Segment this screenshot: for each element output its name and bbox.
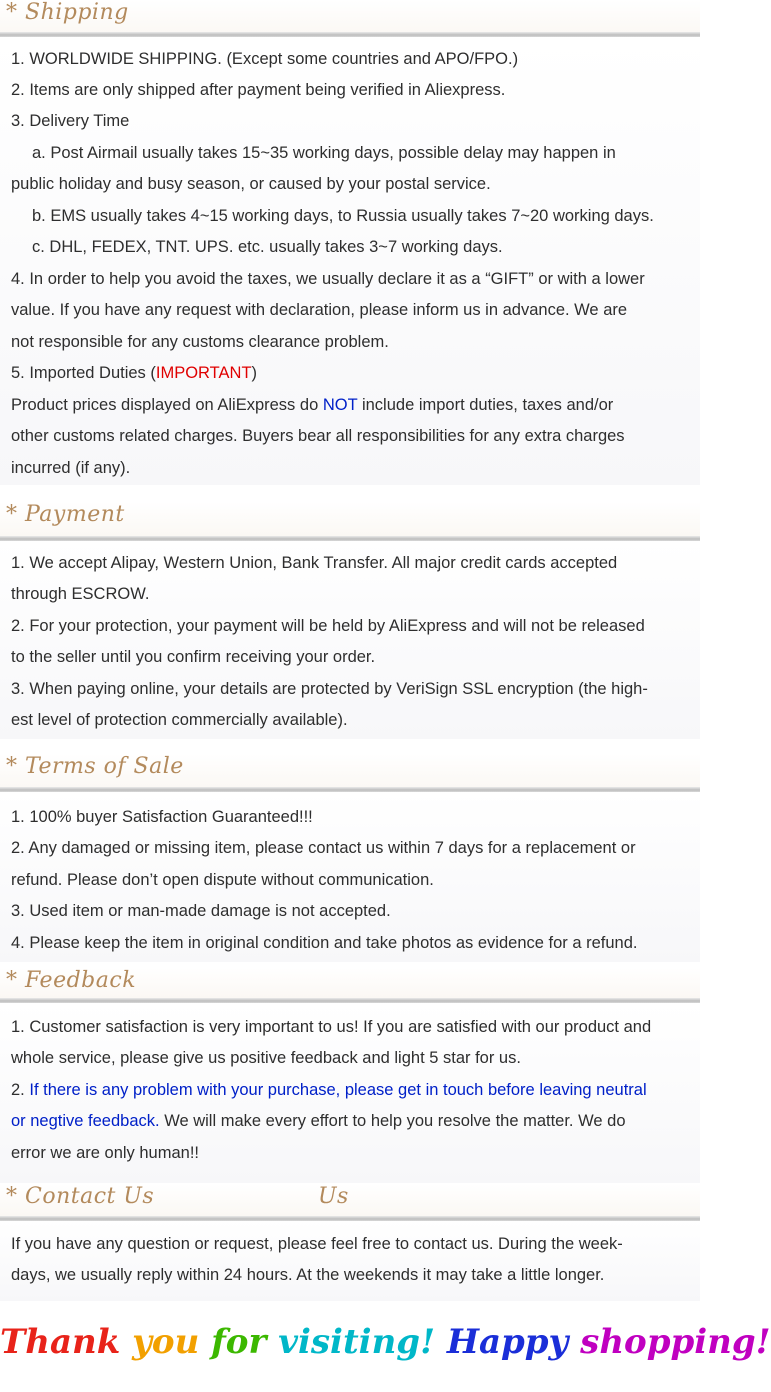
- thank-you-banner: [0, 1312, 771, 1372]
- feedback-title: * Feedback: [6, 968, 137, 993]
- feedback-line-3: [11, 1080, 692, 1100]
- shipping-line-14: incurred (if any).: [11, 459, 131, 477]
- shipping-line-9: value. If you have any request with declaration, please inform us in advance. We are: [11, 301, 628, 319]
- payment-line-4: to the seller until you confirm receiving your order.: [11, 648, 376, 666]
- shipping-line-2: 2. Items are only shipped after payment being verified in Aliexpress.: [11, 81, 506, 99]
- terms-line-1: 1. 100% buyer Satisfaction Guaranteed!!!: [11, 808, 313, 826]
- feedback-body: [0, 1003, 700, 1183]
- shipping-line-1: 1. WORLDWIDE SHIPPING. (Except some countries and APO/FPO.): [11, 50, 519, 68]
- shipping-line-13: other customs related charges. Buyers bear all responsibilities for any extra charges: [11, 427, 625, 445]
- terms-line-2: 2. Any damaged or missing item, please contact us within 7 days for a replacement or: [11, 839, 636, 857]
- terms-line-5: 4. Please keep the item in original condition and take photos as evidence for a refund.: [11, 934, 638, 952]
- shipping-line-5: public holiday and busy season, or caused by your postal service.: [11, 175, 491, 193]
- shipping-line-6: b. EMS usually takes 4~15 working days, to Russia usually takes 7~20 working days.: [32, 207, 654, 225]
- payment-header: [0, 502, 700, 536]
- payment-body: [0, 541, 700, 739]
- thanks-word-3: for: [211, 1322, 267, 1362]
- contact-line-1: If you have any question or request, please feel free to contact us. During the week-: [11, 1235, 623, 1253]
- payment-line-3: 2. For your protection, your payment will be held by AliExpress and will not be released: [11, 617, 645, 635]
- feedback-effort: We will make every effort to help you resolve the matter. We do: [159, 1112, 626, 1130]
- thanks-word-1: Thank: [0, 1322, 121, 1362]
- shipping-body: [0, 37, 700, 485]
- shipping-line-8: 4. In order to help you avoid the taxes, we usually declare it as a “GIFT” or with a lower: [11, 270, 645, 288]
- payment-line-1: 1. We accept Alipay, Western Union, Bank Transfer. All major credit cards accepted: [11, 554, 618, 572]
- thanks-word-2: you: [132, 1322, 200, 1362]
- shipping-line-12: [11, 395, 692, 415]
- feedback-line-4: [11, 1111, 692, 1131]
- important-flag: IMPORTANT: [155, 364, 252, 382]
- feedback-highlight-a: If there is any problem with your purchase, please get in touch before leaving neutral: [29, 1081, 647, 1099]
- payment-title: * Payment: [6, 502, 125, 527]
- shipping-line-11: [11, 363, 692, 383]
- payment-line-6: est level of protection commercially available).: [11, 711, 348, 729]
- terms-title: * Terms of Sale: [6, 754, 184, 779]
- duties-close: ): [251, 364, 258, 382]
- shipping-line-4: a. Post Airmail usually takes 15~35 working days, possible delay may happen in: [32, 144, 616, 162]
- feedback-header: [0, 968, 700, 998]
- prices-text-b: include import duties, taxes and/or: [357, 396, 614, 414]
- terms-line-3: refund. Please don’t open dispute without communication.: [11, 871, 434, 889]
- contact-title-extra: Us: [318, 1184, 349, 1209]
- feedback-highlight-b: or negtive feedback.: [11, 1112, 160, 1130]
- prices-text-a: Product prices displayed on AliExpress do: [11, 396, 323, 414]
- payment-line-5: 3. When paying online, your details are protected by VeriSign SSL encryption (the high-: [11, 680, 648, 698]
- thanks-word-6: shopping!: [580, 1322, 771, 1362]
- shipping-line-3: 3. Delivery Time: [11, 112, 130, 130]
- terms-line-4: 3. Used item or man-made damage is not accepted.: [11, 902, 391, 920]
- feedback-line-2: whole service, please give us positive feedback and light 5 star for us.: [11, 1049, 521, 1067]
- shipping-line-10: not responsible for any customs clearance problem.: [11, 333, 389, 351]
- shipping-header: [0, 0, 700, 34]
- terms-body: [0, 792, 700, 962]
- contact-header: [0, 1184, 700, 1216]
- contact-title: * Contact Us: [6, 1184, 155, 1209]
- payment-line-2: through ESCROW.: [11, 585, 150, 603]
- duties-label: 5. Imported Duties (: [11, 364, 156, 382]
- feedback-line-5: error we are only human!!: [11, 1144, 200, 1162]
- not-emphasis: NOT: [322, 396, 358, 414]
- feedback-num-2: 2.: [11, 1081, 30, 1099]
- shipping-title: * Shipping: [6, 0, 129, 25]
- terms-header: [0, 754, 700, 788]
- contact-line-2: days, we usually reply within 24 hours. At the weekends it may take a little longer.: [11, 1266, 605, 1284]
- contact-body: [0, 1221, 700, 1301]
- shipping-line-7: c. DHL, FEDEX, TNT. UPS. etc. usually takes 3~7 working days.: [32, 238, 503, 256]
- feedback-line-1: 1. Customer satisfaction is very important to us! If you are satisfied with our product and: [11, 1018, 652, 1036]
- thanks-word-5: Happy: [446, 1322, 569, 1362]
- thanks-word-4: visiting!: [278, 1322, 436, 1362]
